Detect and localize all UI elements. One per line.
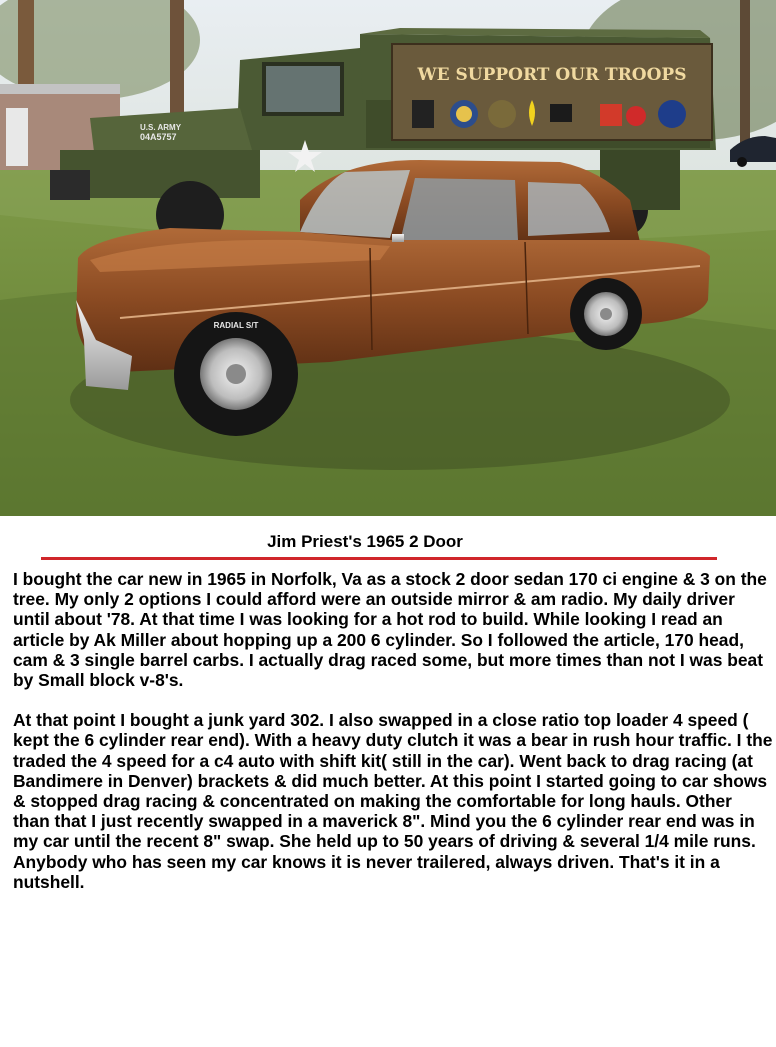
troops-banner	[392, 44, 712, 140]
car-photo	[0, 0, 776, 516]
banner-text: WE SUPPORT OUR TROOPS	[417, 65, 687, 85]
tire-lettering: RADIAL S/T	[213, 321, 259, 330]
photo-caption: Jim Priest's 1965 2 Door	[267, 532, 463, 551]
truck-marking-line2: 04A5757	[140, 132, 177, 142]
side-mirror	[392, 234, 404, 242]
story-paragraph-2: At that point I bought a junk yard 302. I also swapped in a close ratio top loader 4 speed ( kept the 6 cylinder rear end). With a heavy duty clutch it was a bear in rush hour traffic. I the traded the 4 speed for a c4 auto with shift kit( still in the car). Went back to drag racing (at Bandimere in Denver) brackets & did much better. At this point I started going to car shows & stopped drag racing & concentrated on making the comfortable for long hauls. Other than that I just recently swapped in a maverick 8". Mind you the 6 cylinder rear end was in my car until the recent 8" swap. She held up to 50 years of driving & several 1/4 mile runs. Anybody who has seen my car knows it is never trailered, always driven. That's it in a nutshell.	[13, 710, 773, 892]
front-side-window	[400, 178, 518, 242]
truck-marking-line1: U.S. ARMY	[140, 123, 182, 132]
story-paragraph-1: I bought the car new in 1965 in Norfolk, Va as a stock 2 door sedan 170 ci engine & 3 on the tree. My only 2 options I could afford were an outside mirror & am radio. My daily driver until about '78. At that time I was looking for a hot rod to build. While looking I read an article by Ak Miller about hopping up a 200 6 cylinder. So I followed the article, 170 head, cam & 3 single barrel carbs. I actually drag raced some, but more times than not I was beat by Small block v-8's.	[13, 569, 767, 691]
caption-divider	[41, 557, 717, 560]
story-text	[13, 569, 773, 892]
